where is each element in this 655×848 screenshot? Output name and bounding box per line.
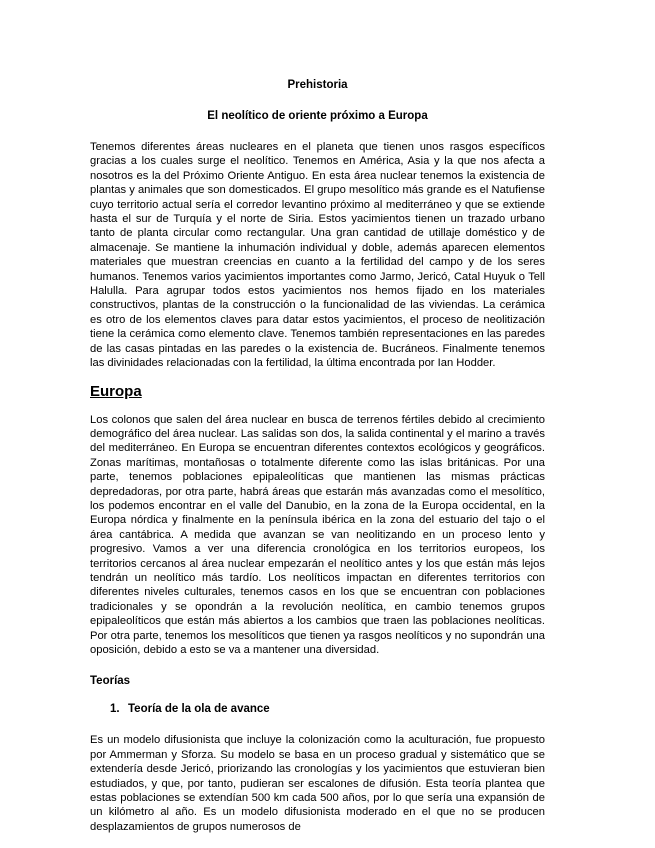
- document-body: [90, 78, 545, 834]
- theories-heading: Teorías: [90, 675, 131, 688]
- theory-paragraph: Es un modelo difusionista que incluye la colonización como la aculturación, fue propuesto por Ammerman y Sforza. Su modelo se basa en un proceso gradual y sistemático que se extendería desde Jericó, priorizando las cronologías y los yacimientos que estuvieran bien estudiados, y que, por tanto, pudieran ser escalones de difusión. Esta teoría plantea que estas poblaciones se extendían 500 km cada 500 años, por lo que sería una expansión de un kilómetro al año. Es un modelo difusionista moderado en el que no se producen desplazamientos de grupos numerosos de: [90, 734, 545, 833]
- theory-list-item: [90, 702, 545, 716]
- theory-list-item-number: 1.: [110, 703, 120, 716]
- europa-paragraph: Los colonos que salen del área nuclear en busca de terrenos fértiles debido al crecimiento demográfico del área nuclear. Las salidas son dos, la salida continental y el marino a través del mediterráneo. En Europa se encuentran diferentes contextos ecológicos y geográficos. Zonas marítimas, montañosas o totalmente diferente como las islas británicas. Por una parte, tenemos poblaciones epipaleolíticas que mantienen las mismas prácticas depredadoras, por otra parte, habrá áreas que estarán más avanzadas como el mesolítico, los podemos encontrar en el valle del Danubio, en la zona de la Europa occidental, en la Europa nórdica y finalmente en la península ibérica en la zona del estuario del tajo o el área cantábrica. A medida que avanzan se van neolitizando en un proceso lento y progresivo. Vamos a ver una diferencia cronológica en los territorios europeos, los territorios cercanos al área nuclear empezarán el neolítico antes y los que están más lejos tendrán un neolítico más tardío. Los neolíticos impactan en diferentes territorios con diferentes niveles culturales, tenemos casos en los que se encuentran con poblaciones tradicionales y se opondrán a la revolución neolítica, en cambio tenemos grupos epipaleolíticos que están más abiertos a los cambios que traen las poblaciones neolíticas. Por otra parte, tenemos los mesolíticos que tienen ya rasgos neolíticos y no supondrán una oposición, debido a esto se va a mantener una diversidad.: [90, 413, 545, 656]
- page-subtitle: El neolítico de oriente próximo a Europa: [207, 110, 428, 122]
- theory-list: [90, 702, 545, 716]
- section-heading-europa: Europa: [90, 382, 142, 400]
- theory-list-item-label: Teoría de la ola de avance: [128, 703, 270, 716]
- intro-paragraph: Tenemos diferentes áreas nucleares en el planeta que tienen unos rasgos específicos gracias a los cuales surge el neolítico. Tenemos en América, Asia y la que nos afecta a nosotros es la del Próximo Oriente Antiguo. En esta área nuclear tenemos la existencia de plantas y animales que son domesticados. El grupo mesolítico más grande es el Natufiense cuyo territorio actual sería el corredor levantino próximo al mediterráneo y que se extiende hasta el sur de Turquía y el norte de Siria. Estos yacimientos tienen un trazado urbano tanto de planta circular como rectangular. Una gran cantidad de utillaje doméstico y de almacenaje. Se mantiene la inhumación individual y doble, además aparecen elementos materiales que muestran creencias en cuanto a la fertilidad del campo y de los seres humanos. Tenemos varios yacimientos importantes como Jarmo, Jericó, Catal Huyuk o Tell Halulla. Para agrupar todos estos yacimientos nos hemos fijado en los materiales constructivos, plantas de la construcción o la funcionalidad de las viviendas. La cerámica es otro de los elementos claves para datar estos yacimientos, el proceso de neolitización tiene la cerámica como elemento clave. Tenemos también representaciones en las paredes de las casas pintadas en las paredes o la existencia de. Bucráneos. Finalmente tenemos las divinidades relacionadas con la fertilidad, la última encontrada por Ian Hodder.: [90, 141, 545, 370]
- page-title: Prehistoria: [287, 79, 348, 91]
